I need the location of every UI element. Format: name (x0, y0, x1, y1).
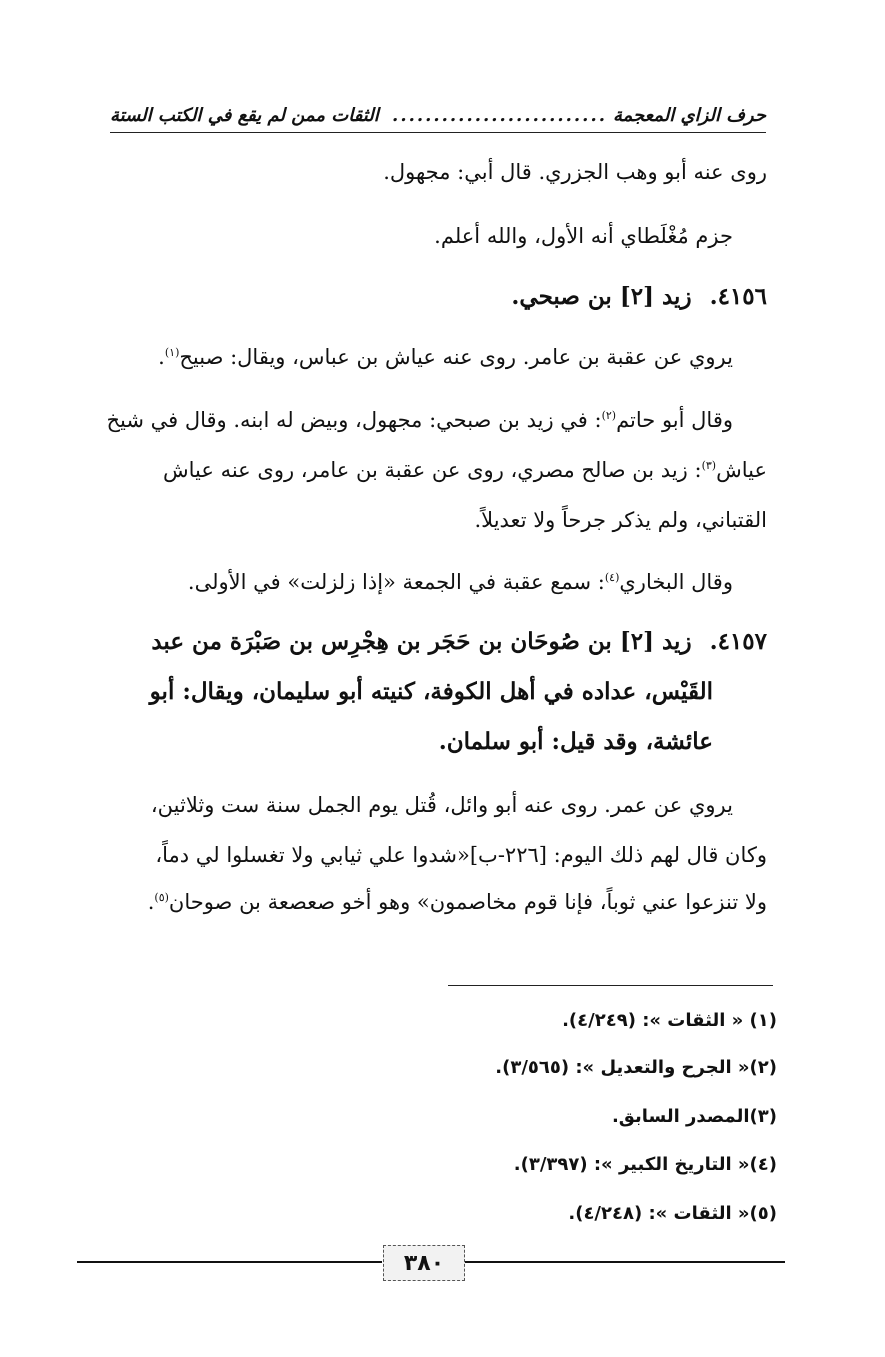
entry-title: زيد [٢] بن صبحي. (511, 283, 692, 310)
header-book-title: الثقات ممن لم يقع في الكتب الستة (110, 104, 379, 126)
line-text: ولا تنزعوا عني ثوباً، فإنا قوم مخاصمون» وهو أخو صعصعة بن صوحان (168, 890, 767, 914)
text-line (117, 458, 767, 482)
entry-continuation: القَيْس، عداده في أهل الكوفة، كنيته أبو سليمان، ويقال: أبو (149, 678, 713, 705)
text-line: يروي عن عقبة بن عامر. روى عنه عياش بن عباس، ويقال: صبيح$^{(١)}$. (158, 345, 733, 369)
entry-heading (107, 283, 767, 310)
line-text: : زيد بن صالح مصري، روى عن عقبة بن عامر، روى عنه عياش (163, 458, 702, 482)
line-text: وقال البخاري (619, 570, 733, 594)
header-chapter: حرف الزاي المعجمة (612, 104, 766, 126)
footnote: (٥)« الثقات »: (٤/٢٤٨). (568, 1203, 777, 1224)
text-line: يروي عن عمر. روى عنه أبو وائل، قُتل يوم الجمل سنة ست وثلاثين، (150, 793, 733, 817)
footnote-marker: (٢) (601, 409, 617, 422)
footnote: (٢)« الجرح والتعديل »: (٣/٥٦٥). (495, 1057, 777, 1078)
entry-continuation: عائشة، وقد قيل: أبو سلمان. (438, 728, 713, 755)
text-line: روى عنه أبو وهب الجزري. قال أبي: مجهول. (383, 160, 767, 184)
footnote-separator (448, 985, 773, 986)
line-text: : في زيد بن صبحي: مجهول، وبيض له ابنه. وقال في شيخ (106, 408, 602, 432)
text-line (83, 570, 733, 594)
footer-rule (77, 1261, 382, 1263)
footnote-marker: (١) (164, 346, 180, 359)
text-line: القتباني، ولم يذكر جرحاً ولا تعديلاً. (474, 508, 767, 532)
line-text: وقال أبو حاتم (616, 408, 733, 432)
text-line: وكان قال لهم ذلك اليوم: [٢٢٦-ب]«شدوا علي ثيابي ولا تغسلوا لي دماً، (155, 843, 767, 867)
line-text: عياش (716, 458, 767, 482)
entry-heading (107, 628, 767, 655)
page-number: ٣٨٠ (383, 1245, 465, 1281)
footnote-marker: (٥) (154, 891, 169, 904)
footnote-marker: (٤) (604, 571, 620, 584)
header-dots: .......................... (392, 104, 607, 126)
footnote: (٤)« التاريخ الكبير »: (٣/٣٩٧). (513, 1154, 777, 1175)
text-line: جزم مُغْلَطاي أنه الأول، والله أعلم. (434, 224, 733, 248)
text-line (117, 890, 767, 914)
running-header (110, 98, 766, 133)
footnote-marker: (٣) (701, 459, 717, 472)
entry-title: زيد [٢] بن صُوحَان بن حَجَر بن هِجْرِس بن صَبْرَة من عبد (151, 628, 692, 655)
text-line (106, 408, 733, 432)
line-text: يروي عن عقبة بن عامر. روى عنه عياش بن عباس، ويقال: صبيح (179, 345, 733, 369)
footer-rule (465, 1261, 785, 1263)
line-text: . (147, 890, 155, 914)
entry-number: ٤١٥٧. (709, 628, 767, 655)
footnote: (١) « الثقات »: (٤/٢٤٩). (562, 1010, 777, 1031)
line-text: : سمع عقبة في الجمعة «إذا زلزلت» في الأولى. (187, 570, 605, 594)
entry-number: ٤١٥٦. (709, 283, 767, 310)
footnote: (٣)المصدر السابق. (611, 1106, 777, 1127)
